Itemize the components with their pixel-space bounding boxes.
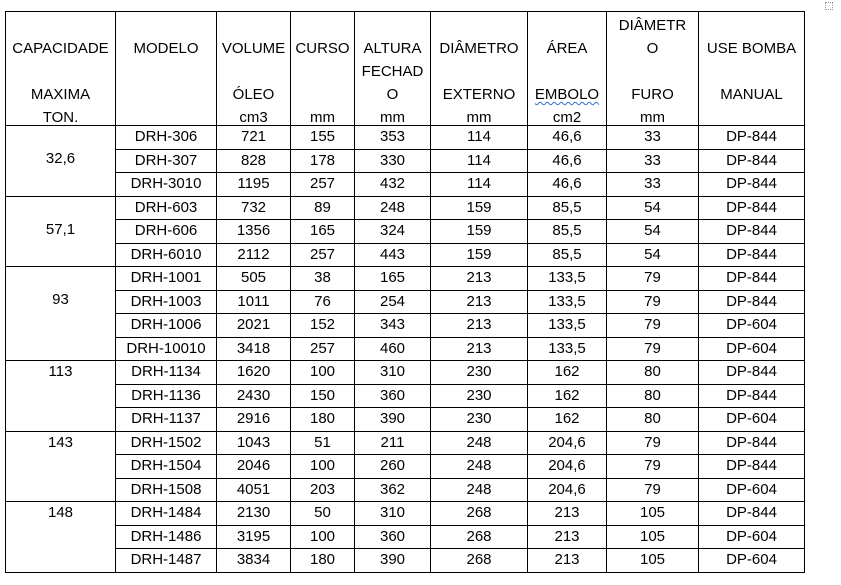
stroke-cell: 38 [291,267,355,291]
external-diameter-cell: 248 [431,455,528,479]
oil-volume-cell: 2112 [217,243,291,267]
closed-height-cell: 165 [355,267,431,291]
piston-area-cell: 162 [528,361,607,385]
oil-volume-cell: 2916 [217,408,291,432]
closed-height-cell: 310 [355,502,431,526]
bore-diameter-cell: 79 [607,314,699,338]
stroke-cell: 150 [291,384,355,408]
header-text: FECHAD [361,63,424,80]
header-text: MANUAL [720,86,783,103]
external-diameter-cell: 114 [431,173,528,197]
header-text: mm [310,109,335,126]
bore-diameter-cell: 79 [607,290,699,314]
manual-pump-cell: DP-604 [699,549,805,573]
piston-area-cell: 85,5 [528,220,607,244]
stroke-cell: 152 [291,314,355,338]
closed-height-cell: 432 [355,173,431,197]
oil-volume-cell: 2021 [217,314,291,338]
stroke-cell: 89 [291,196,355,220]
header-external-diameter-line [431,84,527,106]
table-row [6,549,805,573]
oil-volume-cell: 1356 [217,220,291,244]
table-row [6,196,805,220]
table-row [6,173,805,197]
header-oil-volume [217,12,291,126]
closed-height-cell: 360 [355,525,431,549]
piston-area-cell: 213 [528,525,607,549]
stroke-cell: 51 [291,431,355,455]
model-cell: DRH-3010 [116,173,217,197]
external-diameter-cell: 114 [431,149,528,173]
closed-height-cell: 324 [355,220,431,244]
stroke-cell: 178 [291,149,355,173]
closed-height-cell: 390 [355,408,431,432]
oil-volume-cell: 828 [217,149,291,173]
header-piston-area-line [528,107,606,126]
header-external-diameter [431,12,528,126]
closed-height-cell: 443 [355,243,431,267]
header-row [6,12,805,126]
external-diameter-cell: 213 [431,314,528,338]
header-text: ÓLEO [232,86,275,103]
header-manual-pump [699,12,805,126]
header-closed-height-line [355,107,430,126]
piston-area-cell: 133,5 [528,314,607,338]
manual-pump-cell: DP-844 [699,243,805,267]
header-piston-area [528,12,607,126]
stroke-cell: 100 [291,525,355,549]
bore-diameter-cell: 105 [607,502,699,526]
closed-height-cell: 254 [355,290,431,314]
table-row [6,337,805,361]
model-cell: DRH-1006 [116,314,217,338]
header-text: CAPACIDADE [12,40,109,57]
header-manual-pump-line [699,38,804,60]
manual-pump-cell: DP-844 [699,431,805,455]
piston-area-cell: 204,6 [528,431,607,455]
oil-volume-cell: 4051 [217,478,291,502]
manual-pump-cell: DP-844 [699,455,805,479]
header-text: MAXIMA [30,86,91,103]
external-diameter-cell: 248 [431,478,528,502]
stroke-cell: 165 [291,220,355,244]
bore-diameter-cell: 80 [607,408,699,432]
piston-area-cell: 133,5 [528,337,607,361]
stroke-cell: 257 [291,337,355,361]
manual-pump-cell: DP-844 [699,196,805,220]
table-row [6,408,805,432]
stroke-cell: 100 [291,361,355,385]
table-row [6,502,805,526]
header-closed-height-line [355,38,430,60]
header-text: DIÂMETR [618,17,687,34]
header-oil-volume-line [217,38,290,60]
closed-height-cell: 248 [355,196,431,220]
external-diameter-cell: 159 [431,243,528,267]
stroke-cell: 257 [291,173,355,197]
manual-pump-cell: DP-604 [699,314,805,338]
closed-height-cell: 330 [355,149,431,173]
closed-height-cell: 362 [355,478,431,502]
header-text: TON. [42,109,79,126]
closed-height-cell: 353 [355,126,431,150]
oil-volume-cell: 1011 [217,290,291,314]
piston-area-cell: 46,6 [528,126,607,150]
table-header [6,12,805,126]
oil-volume-cell: 1043 [217,431,291,455]
stroke-cell: 100 [291,455,355,479]
model-cell: DRH-1136 [116,384,217,408]
bore-diameter-cell: 54 [607,196,699,220]
header-text: O [386,86,399,103]
table-row [6,384,805,408]
header-text: USE BOMBA [706,40,797,57]
model-cell: DRH-1508 [116,478,217,502]
manual-pump-cell: DP-844 [699,149,805,173]
bore-diameter-cell: 80 [607,384,699,408]
header-oil-volume-line [217,107,290,126]
page-corner-marker [825,2,833,10]
closed-height-cell: 360 [355,384,431,408]
manual-pump-cell: DP-844 [699,220,805,244]
manual-pump-cell: DP-844 [699,361,805,385]
oil-volume-cell: 3195 [217,525,291,549]
model-cell: DRH-1486 [116,525,217,549]
piston-area-cell: 162 [528,408,607,432]
header-bore-diameter-line [607,15,698,37]
model-cell: DRH-306 [116,126,217,150]
piston-area-cell: 162 [528,384,607,408]
table-row [6,431,805,455]
external-diameter-cell: 268 [431,502,528,526]
header-text: mm [380,109,405,126]
header-text: VOLUME [221,40,286,57]
table-row [6,290,805,314]
table-row [6,455,805,479]
model-cell: DRH-1137 [116,408,217,432]
header-text: cm3 [239,109,268,126]
external-diameter-cell: 213 [431,290,528,314]
header-model-line [116,38,216,60]
closed-height-cell: 343 [355,314,431,338]
piston-area-cell: 85,5 [528,243,607,267]
piston-area-cell: 85,5 [528,196,607,220]
header-text: CURSO [295,40,350,57]
header-manual-pump-line [699,84,804,106]
external-diameter-cell: 159 [431,220,528,244]
capacity-cell: 93 [6,267,116,361]
header-text: mm [640,109,665,126]
header-capacity-line [6,84,115,106]
oil-volume-cell: 2130 [217,502,291,526]
piston-area-cell: 204,6 [528,455,607,479]
bore-diameter-cell: 79 [607,431,699,455]
model-cell: DRH-1003 [116,290,217,314]
oil-volume-cell: 721 [217,126,291,150]
capacity-cell: 143 [6,431,116,502]
closed-height-cell: 310 [355,361,431,385]
header-external-diameter-line [431,107,527,126]
table-row [6,126,805,150]
bore-diameter-cell: 80 [607,361,699,385]
capacity-cell: 32,6 [6,126,116,197]
manual-pump-cell: DP-844 [699,267,805,291]
model-cell: DRH-1134 [116,361,217,385]
model-cell: DRH-10010 [116,337,217,361]
table-row [6,267,805,291]
header-closed-height-line [355,84,430,106]
oil-volume-cell: 1195 [217,173,291,197]
capacity-cell: 57,1 [6,196,116,267]
table-row [6,478,805,502]
header-stroke [291,12,355,126]
header-text: mm [466,109,492,126]
header-text: ÁREA [546,40,588,57]
external-diameter-cell: 268 [431,549,528,573]
manual-pump-cell: DP-844 [699,173,805,197]
piston-area-cell: 46,6 [528,149,607,173]
piston-area-cell: 213 [528,502,607,526]
external-diameter-cell: 159 [431,196,528,220]
header-text: MODELO [133,40,199,57]
external-diameter-cell: 230 [431,361,528,385]
external-diameter-cell: 230 [431,384,528,408]
header-text: EMBOLO [534,86,600,103]
manual-pump-cell: DP-844 [699,502,805,526]
header-bore-diameter-line [607,84,698,106]
specifications-table [5,11,805,573]
stroke-cell: 180 [291,408,355,432]
bore-diameter-cell: 33 [607,173,699,197]
header-closed-height [355,12,431,126]
bore-diameter-cell: 105 [607,525,699,549]
oil-volume-cell: 732 [217,196,291,220]
manual-pump-cell: DP-604 [699,337,805,361]
header-external-diameter-line [431,38,527,60]
stroke-cell: 50 [291,502,355,526]
bore-diameter-cell: 33 [607,126,699,150]
manual-pump-cell: DP-844 [699,126,805,150]
table-row [6,243,805,267]
bore-diameter-cell: 105 [607,549,699,573]
table-row [6,149,805,173]
header-closed-height-line [355,61,430,83]
model-cell: DRH-603 [116,196,217,220]
piston-area-cell: 204,6 [528,478,607,502]
piston-area-cell: 133,5 [528,267,607,291]
model-cell: DRH-6010 [116,243,217,267]
bore-diameter-cell: 54 [607,243,699,267]
stroke-cell: 155 [291,126,355,150]
oil-volume-cell: 2430 [217,384,291,408]
oil-volume-cell: 1620 [217,361,291,385]
bore-diameter-cell: 33 [607,149,699,173]
closed-height-cell: 260 [355,455,431,479]
header-stroke-line [291,38,354,60]
external-diameter-cell: 248 [431,431,528,455]
manual-pump-cell: DP-604 [699,478,805,502]
stroke-cell: 257 [291,243,355,267]
manual-pump-cell: DP-604 [699,408,805,432]
capacity-cell: 148 [6,502,116,573]
header-stroke-line [291,107,354,126]
header-text: FURO [631,86,674,103]
piston-area-cell: 133,5 [528,290,607,314]
stroke-cell: 180 [291,549,355,573]
header-bore-diameter-line [607,107,698,126]
header-bore-diameter-line [607,38,698,60]
stroke-cell: 203 [291,478,355,502]
oil-volume-cell: 3418 [217,337,291,361]
oil-volume-cell: 505 [217,267,291,291]
bore-diameter-cell: 79 [607,455,699,479]
capacity-cell: 113 [6,361,116,432]
table-row [6,525,805,549]
header-text: DIÂMETRO [439,40,519,57]
header-text: O [646,40,659,57]
oil-volume-cell: 2046 [217,455,291,479]
closed-height-cell: 460 [355,337,431,361]
closed-height-cell: 211 [355,431,431,455]
manual-pump-cell: DP-844 [699,384,805,408]
header-capacity-line [6,107,115,126]
model-cell: DRH-1504 [116,455,217,479]
manual-pump-cell: DP-844 [699,290,805,314]
header-text: cm2 [552,109,582,126]
bore-diameter-cell: 79 [607,267,699,291]
external-diameter-cell: 213 [431,337,528,361]
model-cell: DRH-1502 [116,431,217,455]
external-diameter-cell: 213 [431,267,528,291]
header-model [116,12,217,126]
piston-area-cell: 46,6 [528,173,607,197]
header-piston-area-line [528,38,606,60]
manual-pump-cell: DP-604 [699,525,805,549]
external-diameter-cell: 268 [431,525,528,549]
model-cell: DRH-1001 [116,267,217,291]
stroke-cell: 76 [291,290,355,314]
header-piston-area-line [528,84,606,106]
header-capacity-line [6,38,115,60]
table-row [6,361,805,385]
oil-volume-cell: 3834 [217,549,291,573]
model-cell: DRH-307 [116,149,217,173]
bore-diameter-cell: 79 [607,478,699,502]
table-row [6,220,805,244]
bore-diameter-cell: 54 [607,220,699,244]
model-cell: DRH-606 [116,220,217,244]
piston-area-cell: 213 [528,549,607,573]
closed-height-cell: 390 [355,549,431,573]
header-capacity [6,12,116,126]
header-text: EXTERNO [442,86,516,103]
model-cell: DRH-1487 [116,549,217,573]
table-row [6,314,805,338]
header-bore-diameter [607,12,699,126]
bore-diameter-cell: 79 [607,337,699,361]
header-text: ALTURA [363,40,422,57]
table-body [6,126,805,573]
header-oil-volume-line [217,84,290,106]
model-cell: DRH-1484 [116,502,217,526]
external-diameter-cell: 114 [431,126,528,150]
external-diameter-cell: 230 [431,408,528,432]
